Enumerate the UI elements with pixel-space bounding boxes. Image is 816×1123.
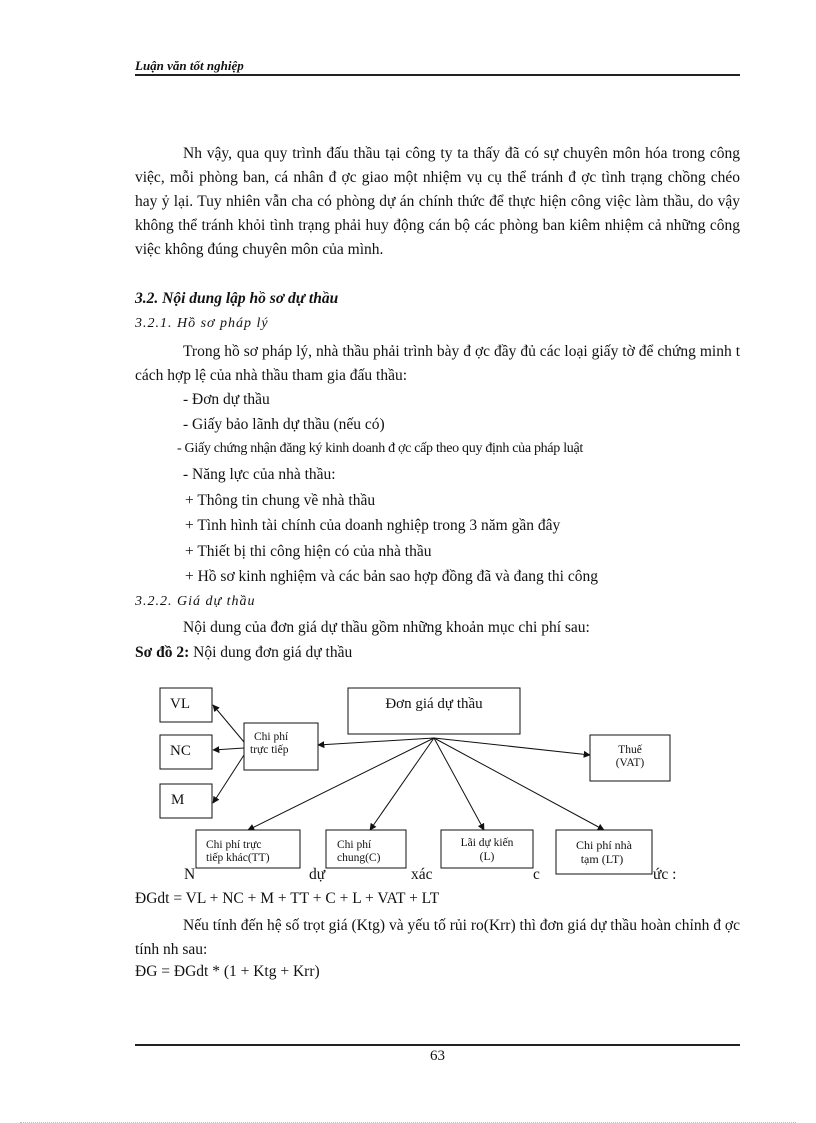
general-cost-label-2: chung(C) (337, 852, 381, 864)
hidden-fragment: N (184, 866, 196, 883)
direct-cost-label-2: trực tiếp (250, 744, 289, 756)
list-item: - Đơn dự thầu (183, 391, 270, 408)
diagram-m-label: M (171, 792, 185, 808)
hidden-fragment: dự (309, 866, 326, 883)
profit-label-1: Lãi dự kiến (460, 837, 514, 849)
arrow-to-nc (213, 748, 244, 750)
list-item: - Giấy bảo lãnh dự thầu (nếu có) (183, 416, 385, 433)
formula-bid-unit-price: ĐGdt = VL + NC + M + TT + C + L + VAT + LT (135, 890, 440, 907)
section-heading-3-2: 3.2. Nội dung lập hồ sơ dự thầu (135, 290, 339, 307)
arrow-to-general-cost (370, 738, 434, 830)
hidden-fragment: xác (411, 866, 433, 883)
arrow-to-vl (213, 705, 244, 742)
diagram-nc-label: NC (170, 743, 191, 759)
list-item: + Tình hình tài chính của doanh nghiệp trong 3 năm gần đây (185, 517, 561, 534)
tax-label-2: (VAT) (615, 757, 645, 769)
arrow-to-m (213, 755, 244, 803)
diagram-root-label: Đơn giá dự thầu (385, 696, 483, 712)
hidden-fragment: ức : (653, 866, 677, 883)
diagram-caption-label: Sơ đồ 2: (135, 644, 190, 661)
paragraph-conclusion: Nh vậy, qua quy trình đấu thầu tại công ty ta thấy đã có sự chuyên môn hóa trong công việc, mỗi phòng ban, cá nhân đ ợc giao một nhiệm vụ cụ thể tránh đ ợc tình trạng chồng chéo hay ỷ lại. Tuy nhiên vẫn cha có phòng dự án chính thức để thực hiện công việc làm thầu, do vậy không thể tránh khỏi tình trạng phải huy động cán bộ các phòng ban kiêm nhiệm cả những công việc không đúng chuyên môn của mình. (135, 145, 740, 258)
other-direct-label-1: Chi phí trực (206, 839, 262, 851)
list-item: + Thiết bị thi công hiện có của nhà thầu (185, 543, 432, 560)
list-item: - Giấy chứng nhận đăng ký kinh doanh đ ợc cấp theo quy định của pháp luật (177, 441, 583, 456)
section-heading-3-2-2: 3.2.2. Giá dự thầu (135, 594, 256, 609)
footer-rule (135, 1044, 740, 1046)
paragraph-risk-adjustment: Nếu tính đến hệ số trọt giá (Ktg) và yếu tố rủi ro(Krr) thì đơn giá dự thầu hoàn chỉnh đ ợc tính nh sau: (135, 917, 740, 958)
arrow-to-tax (434, 738, 590, 755)
formula-complete-price: ĐG = ĐGdt * (1 + Ktg + Krr) (135, 963, 320, 980)
paragraph-legal-documents: Trong hồ sơ pháp lý, nhà thầu phải trình bày đ ợc đầy đủ các loại giấy tờ để chứng minh t cách hợp lệ của nhà thầu tham gia đấu thầu: (135, 343, 740, 384)
page-number: 63 (430, 1048, 445, 1064)
list-item: - Năng lực của nhà thầu: (183, 466, 336, 483)
paragraph-bid-price-content: Nội dung của đơn giá dự thầu gồm những khoản mục chi phí sau: (183, 619, 590, 636)
diagram-vl-label: VL (170, 696, 190, 712)
camp-cost-label-2: tạm (LT) (580, 852, 624, 866)
other-direct-label-2: tiếp khác(TT) (206, 852, 270, 864)
camp-cost-label-1: Chi phí nhà (576, 838, 632, 852)
hidden-fragment: c (533, 866, 540, 883)
section-heading-3-2-1: 3.2.1. Hồ sơ pháp lý (135, 316, 269, 331)
m-box (160, 784, 212, 818)
list-item: + Thông tin chung về nhà thầu (185, 492, 376, 509)
direct-cost-label-1: Chi phí (254, 731, 289, 743)
general-cost-label-1: Chi phí (337, 839, 372, 851)
diagram-caption-text: Nội dung đơn giá dự thầu (193, 644, 353, 661)
tax-label-1: Thuế (618, 744, 642, 756)
header-title: Luận văn tốt nghiệp (135, 58, 244, 73)
list-item: + Hồ sơ kinh nghiệm và các bản sao hợp đồng đã và đang thi công (185, 568, 598, 585)
arrow-to-direct-cost (318, 738, 434, 745)
profit-label-2: (L) (479, 851, 495, 863)
